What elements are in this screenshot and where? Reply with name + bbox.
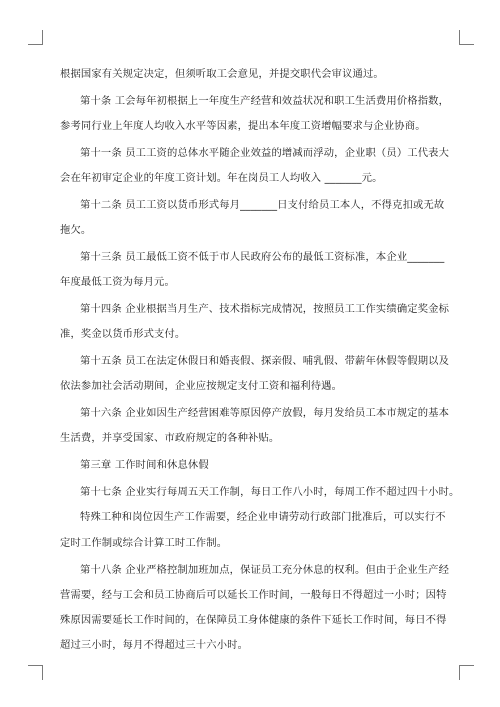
text-line: 定时工作制或综合计算工时工作制。 (60, 537, 228, 549)
article-15-line: 第十五条 员工在法定休假日和婚丧假、探亲假、哺乳假、带薪年休假等假期以及 (80, 355, 450, 367)
text-line: 殊原因需要延长工作时间的，在保障员工身体健康的条件下延长工作时间，每日不得 (60, 614, 447, 626)
article-14-line: 第十四条 企业根据当月生产、技术指标完成情况，按照员工工作实绩确定奖金标 (80, 303, 450, 315)
text-line: 营需要，经与工会和员工协商后可以延长工作时间，一般每日不得超过一小时；因特 (60, 589, 447, 601)
crop-mark-bottom-right (459, 665, 474, 680)
text-line: 超过三小时，每月不得超过三十六小时。 (60, 639, 249, 651)
text-line: 年度最低工资为每月元。 (60, 276, 175, 288)
article-13-line: 第十三条 员工最低工资不低于市人民政府公布的最低工资标准，本企业_______ (80, 251, 445, 263)
article-16-line: 第十六条 企业如因生产经营困难等原因停产放假，每月发给员工本市规定的基本 (80, 407, 450, 419)
text-line: 拖欠。 (60, 224, 92, 236)
article-10-line: 第十条 工会每年初根据上一年度生产经营和效益状况和职工生活费用价格指数， (80, 95, 450, 107)
text-line: 生活费，并享受国家、市政府规定的各种补贴。 (60, 432, 280, 444)
crop-mark-bottom-left (28, 665, 43, 680)
article-12-line: 第十二条 员工工资以货币形式每月_______日支付给员工本人，不得克扣或无故 (80, 199, 445, 211)
text-line: 准，奖金以货币形式支付。 (60, 328, 186, 340)
crop-mark-top-left (28, 30, 43, 45)
text-line: 根据国家有关规定决定，但须听取工会意见，并提交职代会审议通过。 (60, 68, 384, 80)
text-line: 参考同行业上年度人均收入水平等因素，提出本年度工资增幅要求与企业协商。 (60, 120, 426, 132)
article-11-line: 第十一条 员工工资的总体水平随企业效益的增减而浮动，企业职（员）工代表大 (80, 147, 450, 159)
text-line: 特殊工种和岗位因生产工作需要，经企业申请劳动行政部门批准后，可以实行不 (80, 511, 446, 523)
article-17-line: 第十七条 企业实行每周五天工作制，每日工作八小时，每周工作不超过四十小时。 (80, 486, 460, 498)
chapter-3-heading: 第三章 工作时间和休息休假 (80, 459, 209, 471)
text-line: 会在年初审定企业的年度工资计划。年在岗员工人均收入 _______元。 (60, 172, 383, 184)
article-18-line: 第十八条 企业严格控制加班加点，保证员工充分休息的权利。但由于企业生产经 (80, 564, 450, 576)
crop-mark-top-right (459, 30, 474, 45)
text-line: 依法参加社会活动期间，企业应按规定支付工资和福利待遇。 (60, 380, 343, 392)
